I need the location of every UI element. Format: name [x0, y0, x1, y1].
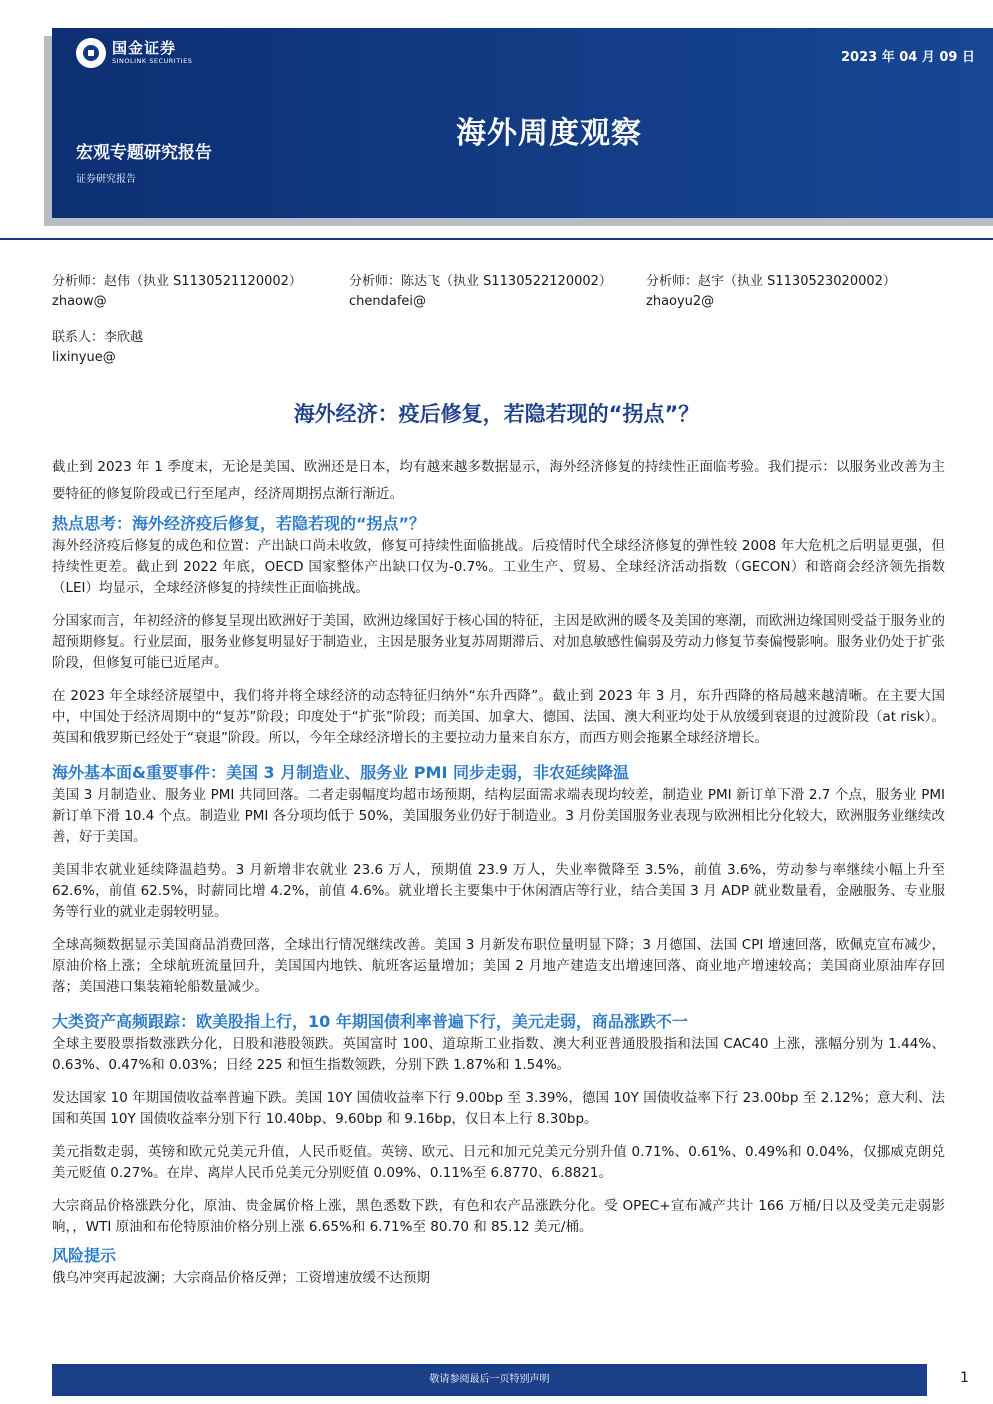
logo-icon [76, 38, 106, 68]
contact-person [52, 328, 952, 368]
report-headline: 海外经济：疫后修复，若隐若现的“拐点”？ [293, 402, 700, 426]
paragraph: 海外经济疫后修复的成色和位置：产出缺口尚未收敛，修复可持续性面临挑战。后疫情时代全球经济修复的弹性较 2008 年大危机之后明显更强，但持续性更差。截止到 2022 年底，OECD 国家整体产出缺口仅为-0.7%。工业生产、贸易、全球经济活动指数（GECON）和谘商会经济领先指数（LEI）均显示，全球经济修复的持续性正面临挑战。 [52, 538, 945, 596]
paragraph: 美元指数走弱，英镑和欧元兑美元升值，人民币贬值。英镑、欧元、日元和加元兑美元分别升值 0.71%、0.61%、0.49%和 0.04%，仅挪威克朗兑美元贬值 0.27%。在岸、离岸人民币兑美元分别贬值 0.09%、0.11%至 6.8770、6.8821。 [52, 1144, 945, 1181]
analyst-1 [52, 272, 349, 312]
section-heading-risk: 风险提示 [52, 1246, 117, 1265]
analyst-block [52, 272, 952, 368]
contact-label: 联系人：李欣越 [52, 330, 144, 345]
report-subtitle: 证券研究报告 [76, 174, 136, 185]
header-banner [52, 28, 993, 218]
paragraph: 全球主要股票指数涨跌分化，日股和港股领跌。英国富时 100、道琼斯工业指数、澳大利亚普通股股指和法国 CAC40 上涨，涨幅分别为 1.44%、0.63%、0.47%和 0.03%；日经 225 和恒生指数领跌，分别下跌 1.87%和 1.54%。 [52, 1036, 945, 1073]
intro-paragraph: 截止到 2023 年 1 季度末，无论是美国、欧洲还是日本，均有越来越多数据显示，海外经济修复的持续性正面临考验。我们提示：以服务业改善为主要特征的修复阶段或已行至尾声，经济周期拐点渐行渐近。 [52, 459, 945, 502]
logo-en: SINOLINK SECURITIES [112, 57, 193, 65]
analyst-email[interactable]: zhaoyu2@ [646, 294, 715, 309]
paragraph: 发达国家 10 年期国债收益率普遍下跌。美国 10Y 国债收益率下行 9.00bp 至 3.39%，德国 10Y 国债收益率下行 23.00bp 至 2.12%；意大利、法国和英国 10Y 国债收益率分别下行 10.40bp、9.60bp 和 9.16bp，仅日本上行 8.30bp。 [52, 1090, 945, 1127]
logo-cn: 国金证券 [112, 39, 177, 57]
header-divider [0, 238, 993, 240]
paragraph: 大宗商品价格涨跌分化，原油、贵金属价格上涨，黑色悉数下跌，有色和农产品涨跌分化。受 OPEC+宣布减产共计 166 万桶/日以及受美元走弱影响，，WTI 原油和布伦特原油价格分别上涨 6.65%和 6.71%至 80.70 和 85.12 美元/桶。 [52, 1198, 945, 1235]
company-logo [76, 38, 192, 68]
report-body [52, 454, 945, 1289]
analyst-label: 分析师：赵宇（执业 S1130523020002） [646, 274, 896, 289]
analyst-3 [646, 272, 943, 312]
paragraph: 全球高频数据显示美国商品消费回落，全球出行情况继续改善。美国 3 月新发布职位量明显下降；3 月德国、法国 CPI 增速回落，欧佩克宣布减少，原油价格上涨；全球航班流量回升，美国国内地铁、航班客运量增加；美国 2 月地产建造支出增速回落、商业地产增速较高；美国商业原油库存回落；美国港口集装箱轮船数量减少。 [52, 937, 945, 995]
paragraph: 美国非农就业延续降温趋势。3 月新增非农就业 23.6 万人，预期值 23.9 万人，失业率微降至 3.5%，前值 3.6%，劳动参与率继续小幅上升至 62.6%，前值 62.5%，时薪同比增 4.2%，前值 4.6%。就业增长主要集中于休闲酒店等行业，结合美国 3 月 ADP 就业数量看，金融服务、专业服务等行业的就业走弱较明显。 [52, 862, 945, 920]
page-title: 海外周度观察 [456, 116, 642, 151]
report-type: 宏观专题研究报告 [76, 143, 212, 163]
analyst-email[interactable]: zhaow@ [52, 294, 107, 309]
paragraph: 分国家而言，年初经济的修复呈现出欧洲好于美国，欧洲边缘国好于核心国的特征，主因是欧洲的暖冬及美国的寒潮，而欧洲边缘国则受益于服务业的超预期修复。行业层面，服务业修复明显好于制造业，主因是服务业复苏周期滞后、对加息敏感性偏弱及劳动力修复节奏偏慢影响。服务业仍处于扩张阶段，但修复可能已近尾声。 [52, 613, 945, 671]
paragraph: 美国 3 月制造业、服务业 PMI 共同回落。二者走弱幅度均超市场预期，结构层面需求端表现均较差，制造业 PMI 新订单下滑 2.7 个点，服务业 PMI 新订单下滑 10.4 个点。制造业 PMI 各分项均低于 50%，美国服务业仍好于制造业。3 月份美国服务业表现与欧洲相比分化较大，欧洲服务业继续改善，好于美国。 [52, 787, 945, 845]
section-heading-assets: 大类资产高频跟踪：欧美股指上行，10 年期国债利率普遍下行，美元走弱，商品涨跌不一 [52, 1012, 688, 1031]
paragraph: 在 2023 年全球经济展望中，我们将并将全球经济的动态特征归纳外“东升西降”。截止到 2023 年 3 月，东升西降的格局越来越清晰。在主要大国中，中国处于经济周期中的“复苏”阶段；印度处于“扩张”阶段；而美国、加拿大、德国、法国、澳大利亚均处于从放缓到衰退的过渡阶段（at risk）。英国和俄罗斯已经处于“衰退”阶段。所以，今年全球经济增长的主要拉动力量来自东方，而西方则会拖累全球经济增长。 [52, 688, 945, 746]
section-heading-hot-topic: 热点思考：海外经济疫后修复，若隐若现的“拐点”？ [52, 514, 426, 533]
section-heading-fundamentals: 海外基本面&重要事件：美国 3 月制造业、服务业 PMI 同步走弱，非农延续降温 [52, 763, 629, 782]
page-footer [0, 1360, 993, 1404]
risk-text: 俄乌冲突再起波澜；大宗商品价格反弹；工资增速放缓不达预期 [52, 1270, 430, 1286]
analyst-label: 分析师：赵伟（执业 S1130521120002） [52, 274, 302, 289]
analyst-2 [349, 272, 646, 312]
footer-disclaimer: 敬请参阅最后一页特别声明 [52, 1364, 927, 1396]
page-number: 1 [960, 1370, 969, 1386]
analyst-label: 分析师：陈达飞（执业 S1130522120002） [349, 274, 612, 289]
report-date: 2023 年 04 月 09 日 [841, 50, 975, 65]
contact-email[interactable]: lixinyue@ [52, 350, 116, 365]
analyst-email[interactable]: chendafei@ [349, 294, 427, 309]
